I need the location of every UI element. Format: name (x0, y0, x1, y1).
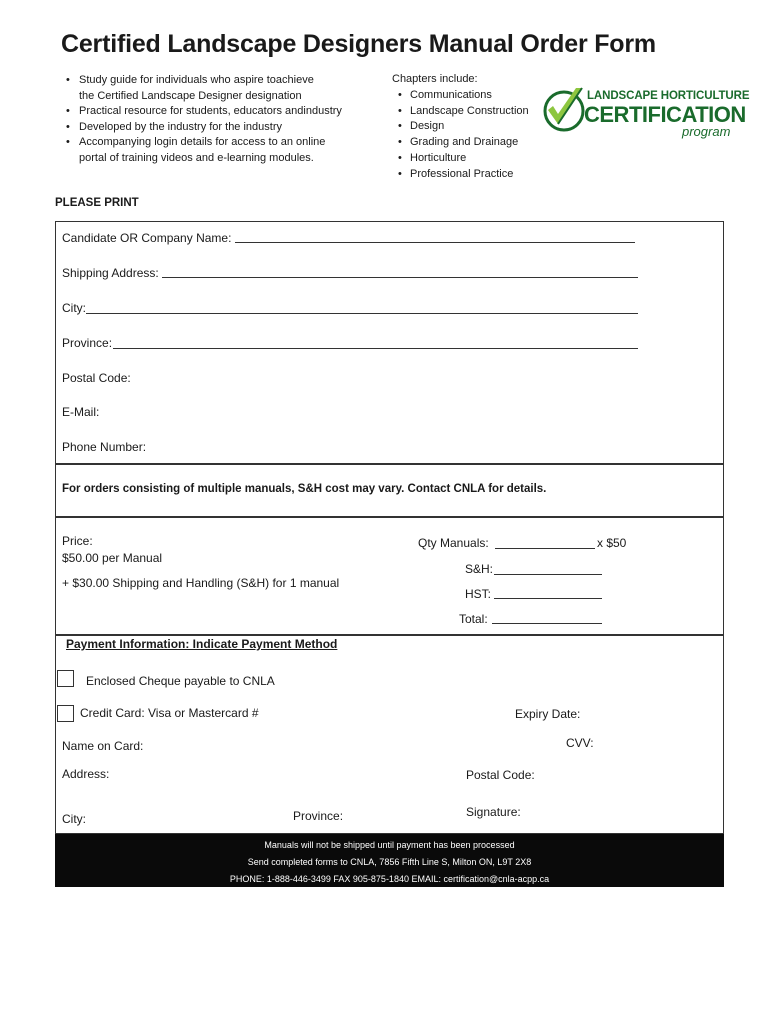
credit-card-checkbox[interactable] (57, 705, 74, 722)
payment-postal-label: Postal Code: (466, 768, 535, 782)
total-field[interactable] (492, 623, 602, 624)
sh-field[interactable] (494, 574, 602, 575)
candidate-name-field[interactable] (235, 242, 635, 243)
phone-number-label: Phone Number: (62, 440, 147, 454)
chapters-section (392, 72, 529, 183)
footer-line-2: Send completed forms to CNLA, 7856 Fifth Line S, Milton ON, L9T 2X8 (247, 857, 532, 867)
city-label: City: (62, 301, 86, 315)
intro-bullet: • Accompanying login details for access to an online (66, 135, 342, 151)
email-label: E-Mail: (62, 405, 100, 419)
chapters-heading: Chapters include: (392, 73, 478, 85)
sh-label: S&H: (465, 562, 494, 576)
candidate-name-label: Candidate OR Company Name: (62, 231, 232, 245)
qty-manuals-field[interactable] (495, 548, 595, 549)
chapters-list (398, 88, 529, 183)
price-per-manual: $50.00 per Manual (62, 551, 163, 565)
intro-bullet: • Practical resource for students, educators andindustry (66, 104, 342, 120)
expiry-date-label: Expiry Date: (515, 707, 581, 721)
hst-field[interactable] (494, 598, 602, 599)
shipping-notice: For orders consisting of multiple manuals, S&H cost may vary. Contact CNLA for details. (62, 483, 547, 495)
province-field[interactable] (113, 348, 638, 349)
intro-bullet: • Study guide for individuals who aspire toachieve (66, 73, 342, 89)
city-field[interactable] (86, 313, 638, 314)
signature-label: Signature: (466, 805, 521, 819)
chapter-item: • Grading and Drainage (398, 135, 529, 151)
payment-city-label: City: (62, 812, 86, 826)
shipping-address-field[interactable] (162, 277, 638, 278)
payment-section (55, 635, 724, 834)
footer-line-1: Manuals will not be shipped until payment has been processed (264, 840, 515, 850)
chapter-item: • Professional Practice (398, 167, 529, 183)
chapter-item: • Horticulture (398, 151, 529, 167)
qty-manuals-label: Qty Manuals: (418, 536, 489, 550)
shipping-handling-note: + $30.00 Shipping and Handling (S&H) for 1 manual (62, 576, 340, 590)
chapter-item: • Design (398, 119, 529, 135)
payment-province-label: Province: (293, 809, 344, 823)
intro-bullet-list (66, 73, 342, 166)
intro-bullet-continuation: portal of training videos and e-learning modules. (79, 151, 314, 164)
credit-card-label: Credit Card: Visa or Mastercard # (80, 706, 259, 720)
certification-logo (542, 84, 750, 139)
cheque-checkbox[interactable] (57, 670, 74, 687)
cvv-label: CVV: (566, 736, 594, 750)
contact-info-section (55, 221, 724, 464)
total-label: Total: (459, 612, 488, 626)
intro-bullet-continuation: the Certified Landscape Designer designation (79, 89, 302, 102)
logo-line-3: program (682, 124, 731, 139)
shipping-address-label: Shipping Address: (62, 266, 159, 280)
cheque-label: Enclosed Cheque payable to CNLA (86, 674, 275, 688)
hst-label: HST: (465, 587, 492, 601)
logo-line-2: CERTIFICATION (584, 102, 746, 127)
province-label: Province: (62, 336, 113, 350)
name-on-card-label: Name on Card: (62, 739, 144, 753)
qty-price-suffix: x $50 (597, 536, 627, 550)
chapter-item: • Landscape Construction (398, 104, 529, 120)
postal-code-label: Postal Code: (62, 371, 131, 385)
intro-bullet: • Developed by the industry for the industry (66, 120, 342, 136)
price-label: Price: (62, 534, 93, 548)
chapter-item: • Communications (398, 88, 529, 104)
form-title: Certified Landscape Designers Manual Order Form (61, 30, 656, 58)
footer-line-3: PHONE: 1-888-446-3499 FAX 905-875-1840 EMAIL: certification@cnla-acpp.ca (229, 874, 550, 884)
footer-bar (55, 834, 724, 887)
payment-address-label: Address: (62, 767, 110, 781)
please-print-label: PLEASE PRINT (55, 197, 139, 209)
logo-line-1: LANDSCAPE HORTICULTURE (587, 90, 750, 102)
payment-heading: Payment Information: Indicate Payment Method (66, 637, 338, 651)
checkmark-logo-icon (542, 84, 586, 134)
